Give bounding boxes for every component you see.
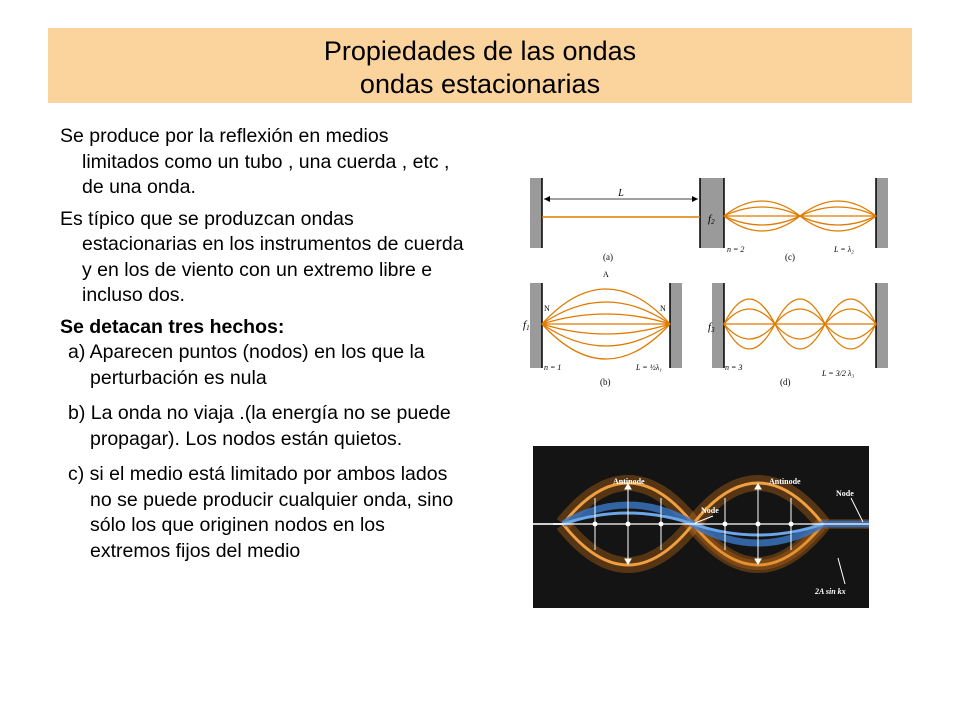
wave-envelope-n1 <box>542 289 670 359</box>
paragraph-2: Es típico que se produzcan ondas estacionarias en los instrumentos de cuerda y en los de viento con un extremo libre e incluso dos. <box>60 207 464 306</box>
node-label-2: Node <box>836 489 854 498</box>
caption-a: (a) <box>603 252 613 262</box>
facts-heading: Se detacan tres hechos: <box>60 315 285 338</box>
length-label: L <box>618 188 624 199</box>
paragraph-1: Se produce por la reflexión en medios limitados como un tubo , una cuerda , etc , de una onda. <box>60 125 450 198</box>
title-bar <box>48 28 912 103</box>
node-right-label: N <box>660 304 666 313</box>
wall-right <box>876 178 888 248</box>
antinode-label-1: Antinode <box>613 477 645 486</box>
slide-title: Propiedades de las ondas <box>323 36 637 66</box>
freq-label: f1 <box>523 319 530 332</box>
panel-c <box>708 178 888 262</box>
wave-envelope-n2 <box>724 201 876 231</box>
amplitude-label: 2A sin kx <box>815 587 846 596</box>
fact-a: a) Aparecen puntos (nodos) en los que la perturbación es nula <box>68 341 425 389</box>
antinode-label-2: Antinode <box>769 477 801 486</box>
wall-left <box>712 178 724 248</box>
fact-c: c) si el medio está limitado por ambos lados no se puede producir cualquier onda, sino sólo los que originen nodos en los extremos fijos del medio <box>68 463 454 562</box>
wall-left <box>530 283 542 368</box>
freq-label: f2 <box>708 213 715 226</box>
caption-d: (d) <box>780 377 791 387</box>
panel-d <box>708 283 888 387</box>
freq-label: f3 <box>708 321 715 334</box>
body-text <box>60 124 470 564</box>
length-equation: L = ½λ₁ <box>636 363 662 372</box>
wall-left <box>530 178 542 248</box>
node-label-1: Node <box>701 506 719 515</box>
length-equation: L = 3/2 λ₃ <box>822 369 855 378</box>
length-equation: L = λ₂ <box>834 245 854 254</box>
wall-right <box>876 283 888 368</box>
antinode-label: A <box>603 270 609 279</box>
standing-wave-diagram <box>520 168 890 408</box>
panel-a <box>530 178 712 262</box>
fact-b: b) La onda no viaja .(la energía no se puede propagar). Los nodos están quietos. <box>68 402 451 450</box>
panel-b <box>523 270 682 387</box>
caption-b: (b) <box>600 377 611 387</box>
wave-envelope-n3 <box>724 299 876 349</box>
mode-number: n = 3 <box>725 363 743 372</box>
node-left-label: N <box>544 304 550 313</box>
caption-c: (c) <box>785 252 795 262</box>
wall-right <box>670 283 682 368</box>
slide-subtitle: ondas estacionarias <box>359 69 601 99</box>
mode-number: n = 1 <box>544 363 562 372</box>
standing-wave-photo <box>533 446 869 608</box>
mode-number: n = 2 <box>727 245 745 254</box>
